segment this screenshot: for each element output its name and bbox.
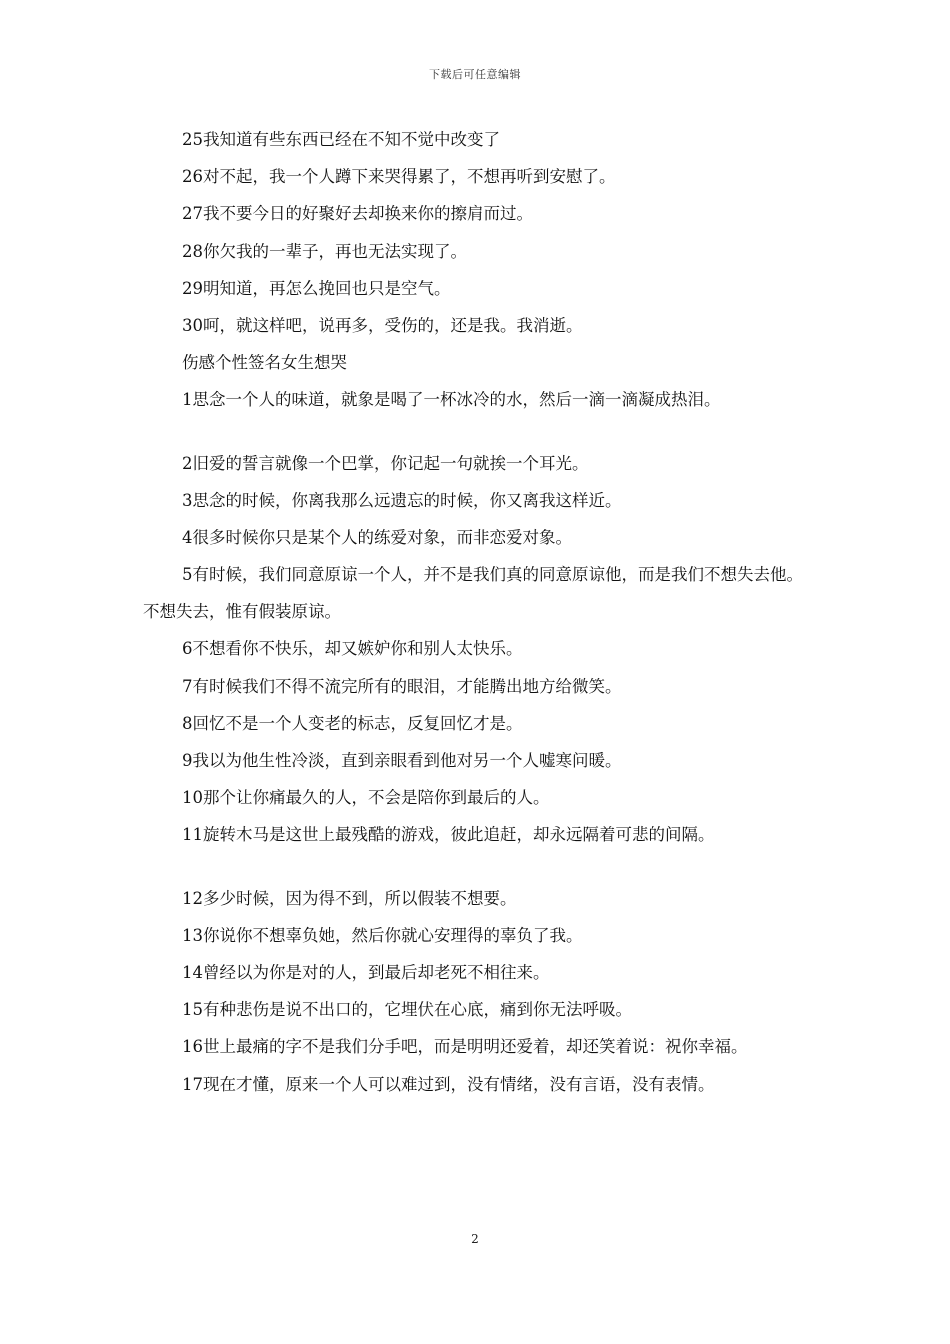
paragraph-line: 6不想看你不快乐，却又嫉妒你和别人太快乐。 <box>182 639 523 659</box>
paragraph-line: 8回忆不是一个人变老的标志，反复回忆才是。 <box>182 713 523 733</box>
paragraph-line: 15有种悲伤是说不出口的，它埋伏在心底，痛到你无法呼吸。 <box>182 1000 632 1020</box>
paragraph-line: 14曾经以为你是对的人，到最后却老死不相往来。 <box>182 962 550 982</box>
paragraph-line: 4很多时候你只是某个人的练爱对象，而非恋爱对象。 <box>182 527 572 547</box>
paragraph-line: 12多少时候，因为得不到，所以假装不想要。 <box>182 888 517 908</box>
paragraph-line: 10那个让你痛最久的人，不会是陪你到最后的人。 <box>182 788 550 808</box>
paragraph-line: 13你说你不想辜负她，然后你就心安理得的辜负了我。 <box>182 925 583 945</box>
blank-line <box>143 854 815 880</box>
paragraph-line: 5有时候，我们同意原谅一个人，并不是我们真的同意原谅他，而是我们不想失去他。不想失去，惟有假装原谅。 <box>143 565 803 622</box>
paragraph-line: 26对不起，我一个人蹲下来哭得累了，不想再听到安慰了。 <box>182 167 616 187</box>
document-body <box>143 121 815 1103</box>
paragraph-line: 9我以为他生性冷淡，直到亲眼看到他对另一个人嘘寒问暖。 <box>182 751 622 771</box>
paragraph-line: 16世上最痛的字不是我们分手吧，而是明明还爱着，却还笑着说：祝你幸福。 <box>182 1037 748 1057</box>
blank-line <box>143 419 815 445</box>
paragraph-line: 30呵，就这样吧，说再多，受伤的，还是我。我消逝。 <box>182 315 583 335</box>
paragraph-line: 3思念的时候，你离我那么远遗忘的时候，你又离我这样近。 <box>182 490 622 510</box>
paragraph-line: 1思念一个人的味道，就象是喝了一杯冰冷的水，然后一滴一滴凝成热泪。 <box>182 390 721 410</box>
page-number: 2 <box>471 1232 479 1246</box>
section-heading: 伤感个性签名女生想哭 <box>182 353 347 373</box>
paragraph-line: 28你欠我的一辈子，再也无法实现了。 <box>182 241 467 261</box>
paragraph-line: 17现在才懂，原来一个人可以难过到，没有情绪，没有言语，没有表情。 <box>182 1074 715 1094</box>
paragraph-line: 27我不要今日的好聚好去却换来你的擦肩而过。 <box>182 204 533 224</box>
paragraph-line: 11旋转木马是这世上最残酷的游戏，彼此追赶，却永远隔着可悲的间隔。 <box>182 825 715 845</box>
paragraph-line: 7有时候我们不得不流完所有的眼泪，才能腾出地方给微笑。 <box>182 676 622 696</box>
paragraph-line: 25我知道有些东西已经在不知不觉中改变了 <box>182 130 500 149</box>
paragraph-line: 2旧爱的誓言就像一个巴掌，你记起一句就挨一个耳光。 <box>182 453 589 473</box>
paragraph-line: 29明知道，再怎么挽回也只是空气。 <box>182 278 451 298</box>
page-header: 下载后可任意编辑 <box>429 68 521 81</box>
